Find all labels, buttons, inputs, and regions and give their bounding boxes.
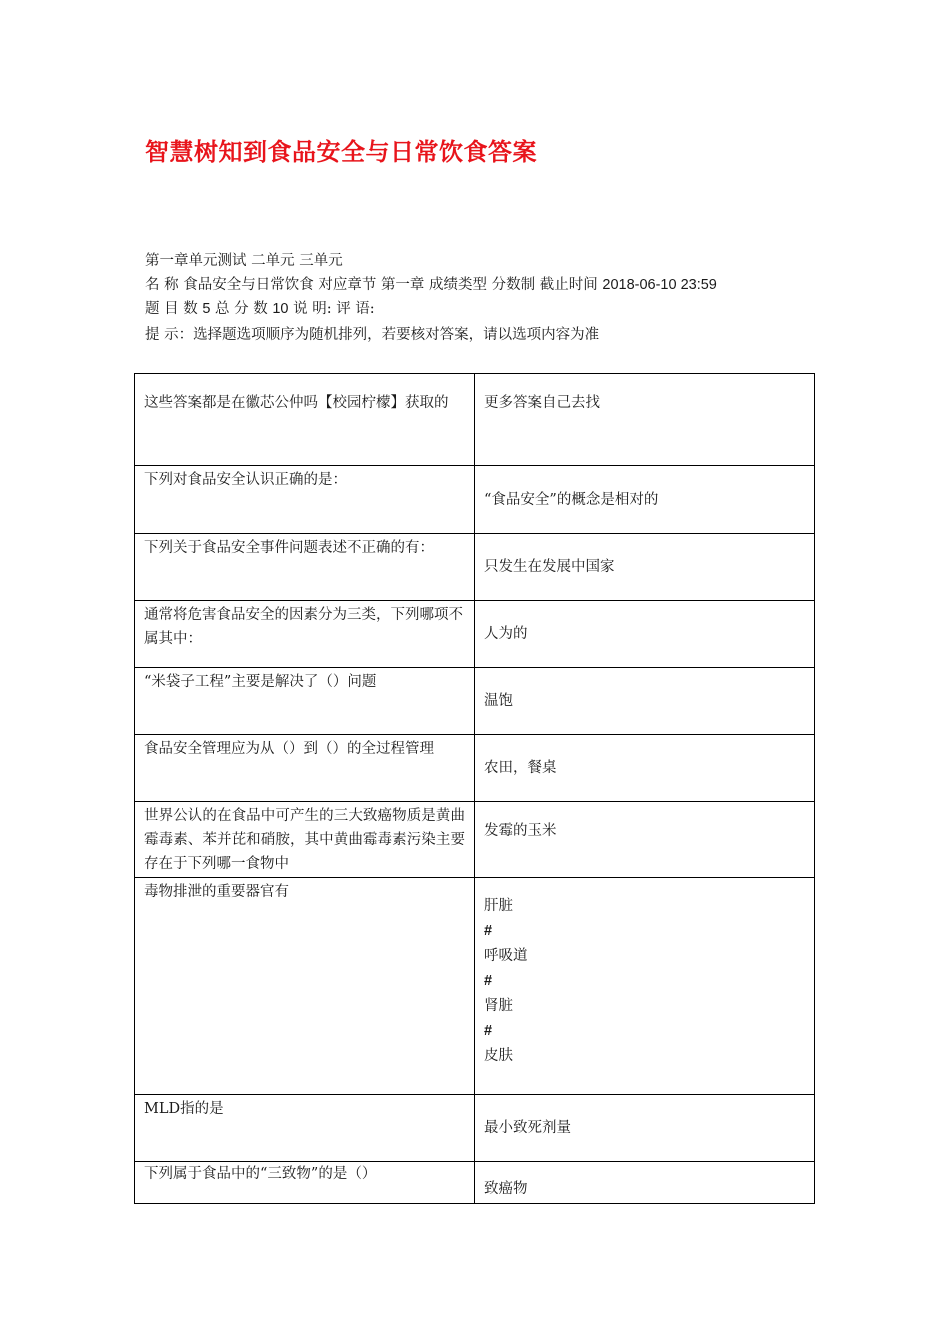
question-text: 毒物排泄的重要器官有 [144, 884, 289, 900]
table-row [135, 735, 815, 802]
deadline-label: 截止时间 [539, 277, 598, 293]
info-line-1: 第一章单元测试 二单元 三单元 [145, 253, 343, 269]
table-row [135, 668, 815, 735]
question-cell [135, 668, 475, 735]
question-text: 食品安全管理应为从（）到（）的全过程管理 [144, 741, 434, 757]
table-row [135, 374, 815, 466]
answer-separator: # [484, 1023, 493, 1039]
info-tip [145, 323, 599, 347]
answer-text: 更多答案自己去找 [484, 395, 600, 411]
name-value: 食品安全与日常饮食 [183, 277, 314, 293]
answer-cell [475, 466, 815, 534]
question-cell [135, 601, 475, 668]
answer-text: 致癌物 [484, 1181, 528, 1197]
tip-value: 选择题选项顺序为随机排列，若要核对答案，请以选项内容为准 [193, 327, 600, 343]
remark-label: 说 明: [293, 301, 332, 317]
total-score-label: 总 分 数 [215, 301, 268, 317]
question-text: 世界公认的在食品中可产生的三大致癌物质是黄曲霉毒素、苯并芘和硝胺，其中黄曲霉毒素污染主要存在于下列哪一食物中 [144, 808, 465, 872]
question-cell [135, 878, 475, 1095]
answer-table [134, 373, 815, 1204]
question-count-value: 5 [202, 301, 211, 317]
table-row [135, 1095, 815, 1162]
chapter-label: 对应章节 [318, 277, 377, 293]
document-title: 智慧树知到食品安全与日常饮食答案 [145, 138, 537, 166]
comment-label: 评 语: [336, 301, 375, 317]
question-cell [135, 802, 475, 878]
deadline-value: 2018-06-10 23:59 [602, 277, 717, 293]
total-score-value: 10 [272, 301, 289, 317]
info-line-3 [145, 297, 375, 321]
answer-cell [475, 601, 815, 668]
answer-cell [475, 735, 815, 802]
question-cell [135, 735, 475, 802]
score-type-label: 成绩类型 [429, 277, 488, 293]
question-cell [135, 466, 475, 534]
question-text: 下列属于食品中的“三致物”的是（） [144, 1166, 377, 1182]
info-line-2 [145, 273, 717, 297]
chapter-value: 第一章 [380, 277, 425, 293]
answer-line: 呼吸道 [484, 948, 528, 964]
answer-text: 人为的 [484, 626, 528, 642]
answer-cell [475, 534, 815, 601]
question-cell [135, 374, 475, 466]
answer-text: 只发生在发展中国家 [484, 559, 615, 575]
answer-text: “食品安全”的概念是相对的 [484, 491, 659, 508]
question-cell [135, 534, 475, 601]
answer-cell [475, 1095, 815, 1162]
name-label: 名 称 [145, 277, 179, 293]
table-row [135, 802, 815, 878]
answer-separator: # [484, 923, 493, 939]
question-text: MLD指的是 [144, 1101, 224, 1117]
score-type-value: 分数制 [491, 277, 536, 293]
answer-text: 温饱 [484, 693, 513, 709]
answer-text: 最小致死剂量 [484, 1120, 571, 1136]
question-text: “米袋子工程”主要是解决了（）问题 [144, 674, 377, 690]
answer-cell [475, 1162, 815, 1204]
tip-label: 提 示： [145, 327, 194, 343]
answer-cell [475, 878, 815, 1095]
question-text: 下列对食品安全认识正确的是： [144, 472, 347, 488]
question-count-label: 题 目 数 [145, 301, 198, 317]
question-text: 通常将危害食品安全的因素分为三类，下列哪项不属其中： [144, 607, 463, 647]
answer-cell [475, 374, 815, 466]
answer-text: 农田，餐桌 [484, 760, 557, 776]
answer-line: 肾脏 [484, 998, 513, 1014]
question-cell [135, 1162, 475, 1204]
answer-text: 发霉的玉米 [484, 823, 557, 839]
answer-cell [475, 668, 815, 735]
answer-line: 肝脏 [484, 898, 513, 914]
table-row [135, 878, 815, 1095]
answer-separator: # [484, 973, 493, 989]
table-row [135, 534, 815, 601]
answer-line: 皮肤 [484, 1048, 513, 1064]
table-row [135, 1162, 815, 1204]
question-cell [135, 1095, 475, 1162]
table-row [135, 601, 815, 668]
question-text: 下列关于食品安全事件问题表述不正确的有： [144, 540, 434, 556]
answer-cell [475, 802, 815, 878]
table-row [135, 466, 815, 534]
question-text: 这些答案都是在徽芯公仲吗【校园柠檬】获取的 [144, 395, 449, 411]
